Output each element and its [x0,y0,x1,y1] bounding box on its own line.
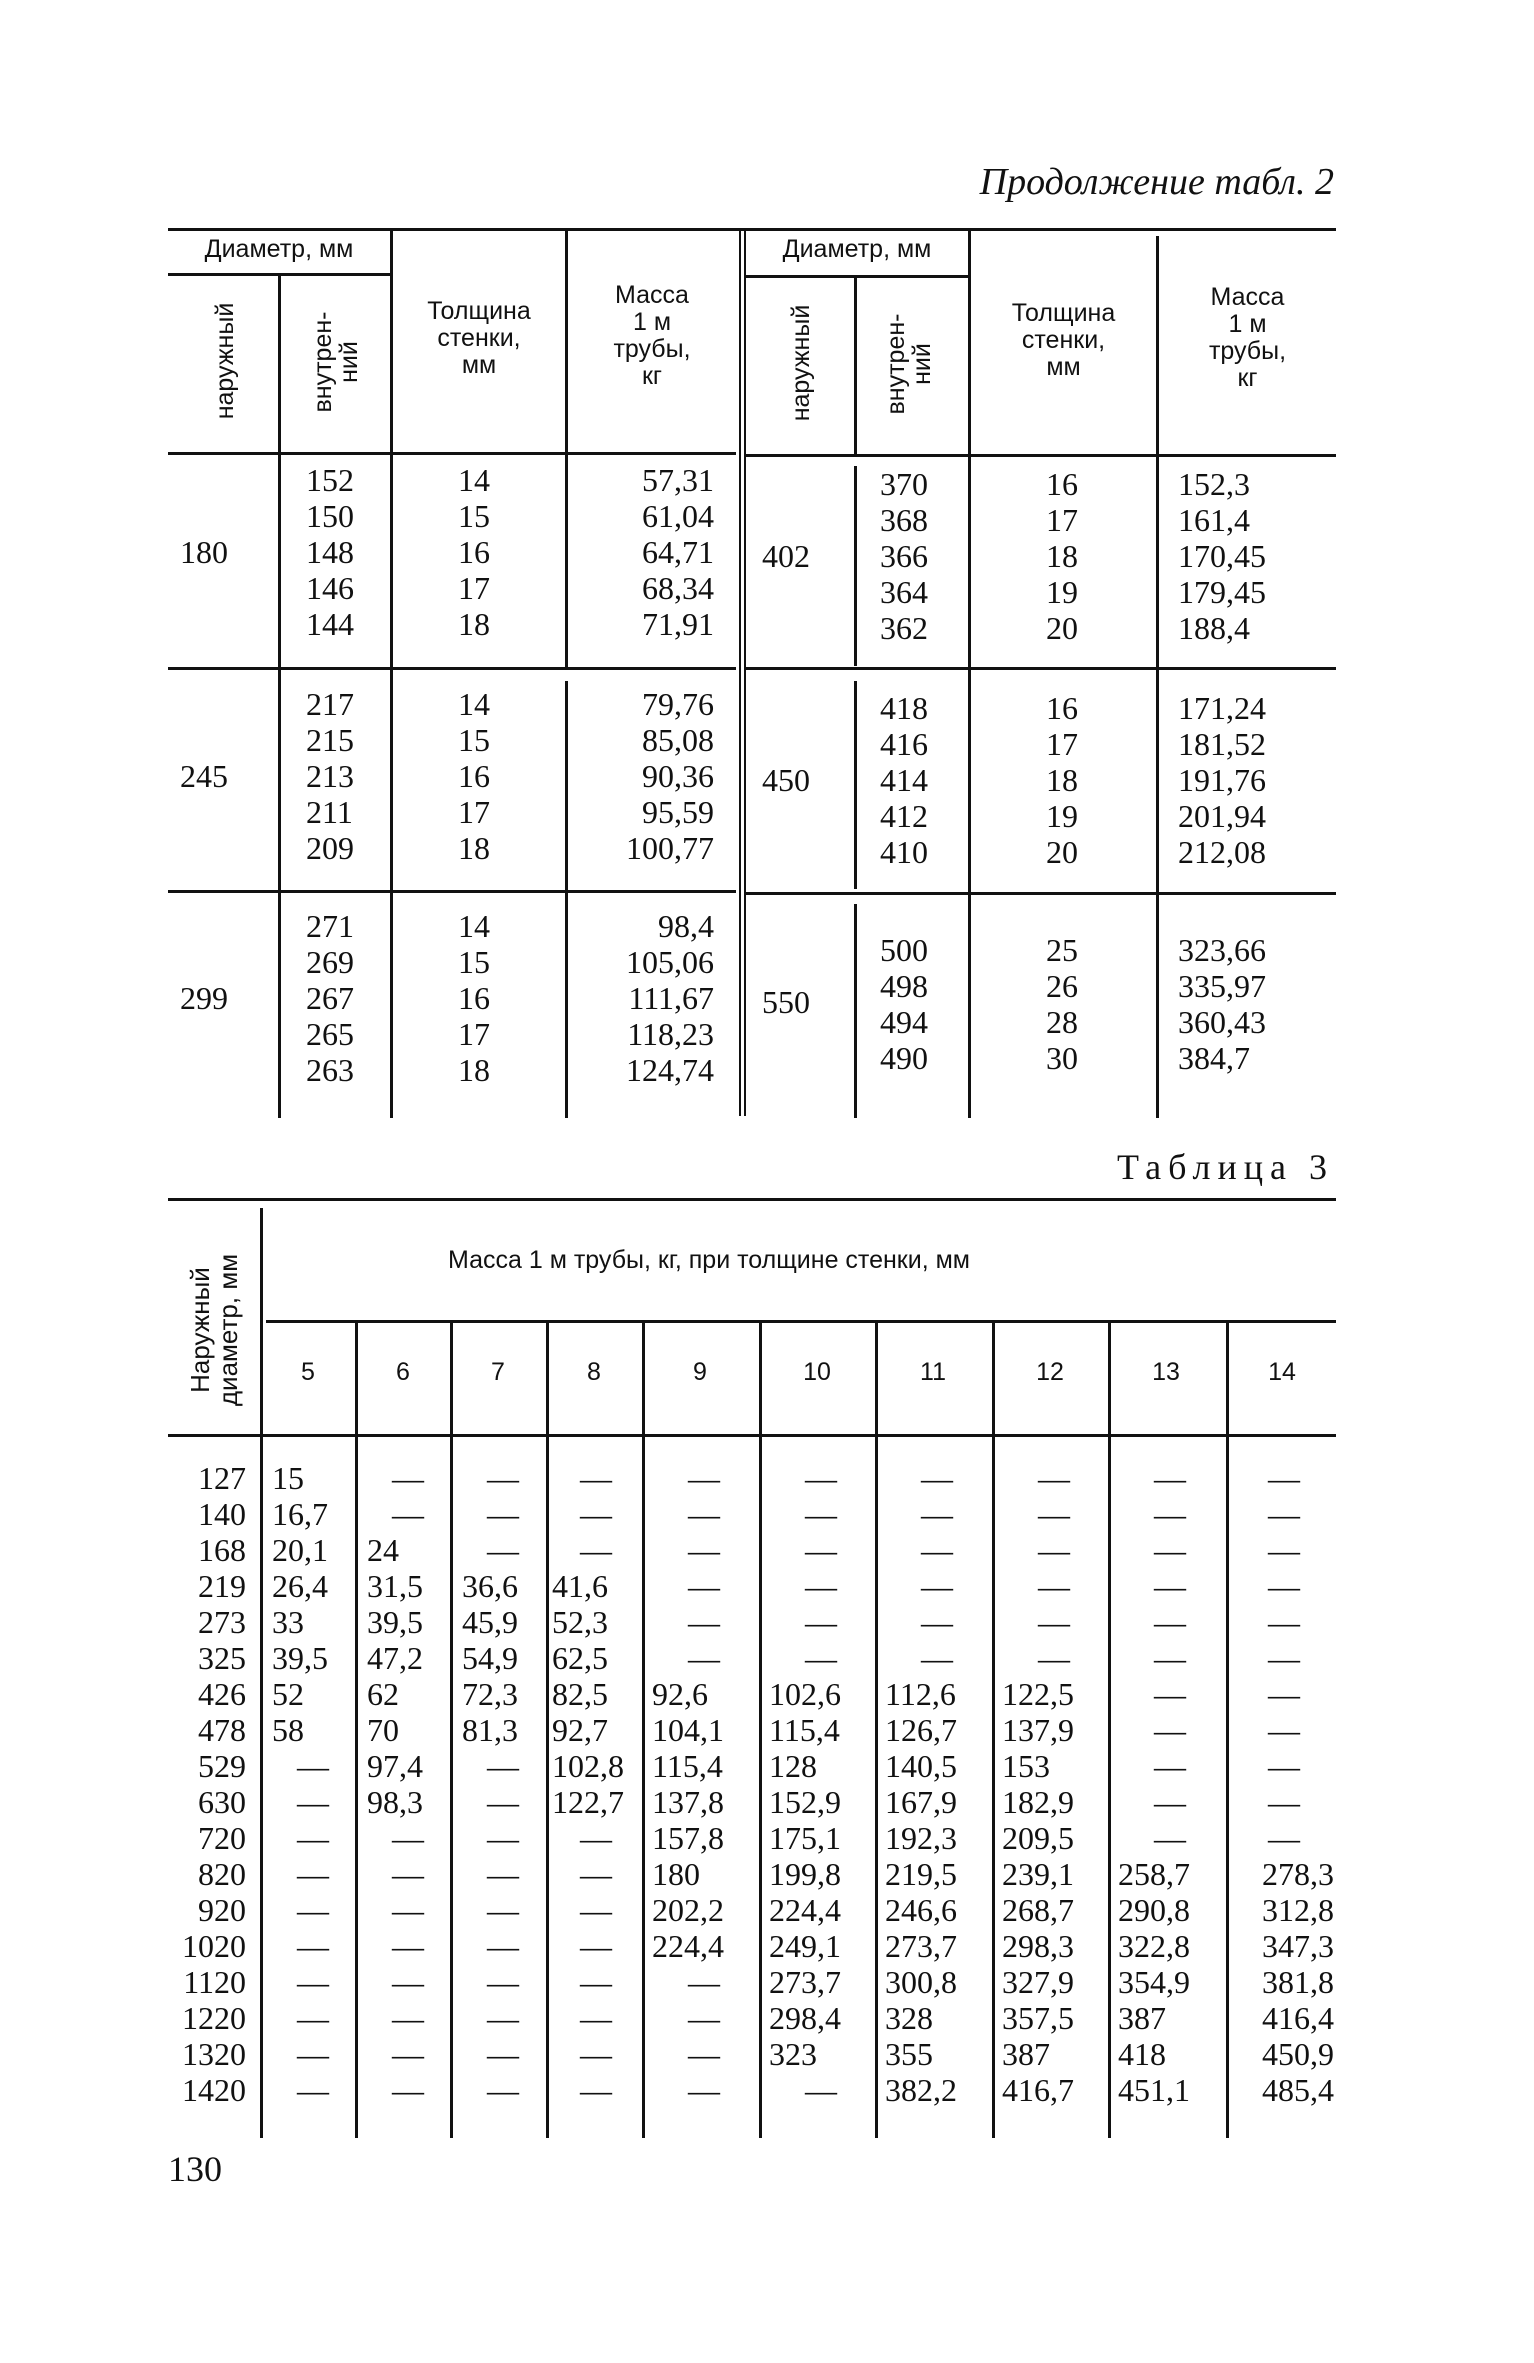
mass-cell: 31,5 [367,1568,423,1604]
mass-cell: — [1154,1676,1186,1712]
mass-cell: 126,7 [885,1712,957,1748]
mass-cell: — [297,1964,329,2000]
diameter-cell: 478 [198,1712,246,1748]
diameter-cell: 1120 [183,1964,246,2000]
mass-column-5 [272,1460,354,2108]
mass-cell: — [1268,1496,1300,1532]
thickness-header: 9 [693,1358,707,1386]
mass-cell: 92,6 [652,1676,708,1712]
thickness-header: 10 [803,1358,831,1386]
mass-cell: 72,3 [462,1676,518,1712]
mass-cell: 52 [272,1676,304,1712]
mass-cell: — [1268,1604,1300,1640]
mass-cell: — [392,1892,424,1928]
outer-diameter: 180 [180,534,228,570]
mass-cell: — [297,2072,329,2108]
thickness-header: 6 [396,1358,410,1386]
outer-diameter-header: Наружный диаметр, мм [185,1253,243,1407]
mass-cell: — [580,2072,612,2108]
wall-header: Толщина стенки, мм [427,297,531,379]
mass-cell: — [1154,1748,1186,1784]
mass-cell: — [487,1928,519,1964]
mass-cell: — [392,1928,424,1964]
mass-cell: — [688,2036,720,2072]
diameter-cell: 1420 [182,2072,246,2108]
mass-cell: 140,5 [885,1748,957,1784]
mass-cell: — [297,1892,329,1928]
mass-header: Масса 1 м трубы, кг [613,281,691,390]
inner-diameter-column: 500 498 494 490 [880,932,928,1076]
diameter-cell: 920 [198,1892,246,1928]
mass-cell: 249,1 [769,1928,841,1964]
thickness-header: 11 [920,1358,946,1386]
mass-cell: — [921,1568,953,1604]
mass-cell: 36,6 [462,1568,518,1604]
mass-column: 152,3 161,4 170,45 179,45 188,4 [1178,466,1266,646]
mass-cell: 115,4 [652,1748,723,1784]
table-3 [168,1198,1336,2128]
mass-cell: 152,9 [769,1784,841,1820]
mass-cell: 451,1 [1118,2072,1190,2108]
mass-column-9 [652,1460,756,2108]
mass-cell: 322,8 [1118,1928,1190,1964]
mass-cell: — [921,1496,953,1532]
mass-cell: — [487,1784,519,1820]
mass-cell: 112,6 [885,1676,956,1712]
mass-cell: — [1038,1532,1070,1568]
outer-diameter: 299 [180,980,228,1016]
mass-cell: 381,8 [1262,1964,1334,2000]
diameter-header: Диаметр, мм [782,235,932,263]
mass-cell: 16,7 [272,1496,328,1532]
mass-cell: — [1154,1604,1186,1640]
thickness-header: 7 [491,1358,505,1386]
diameter-header: Диаметр, мм [204,235,354,263]
mass-cell: — [580,1856,612,1892]
outer-header: наружный [787,304,815,422]
diameter-column [168,1460,246,2108]
inner-header: внутрен- ний [309,311,363,413]
mass-cell: 298,4 [769,2000,841,2036]
inner-diameter-column: 271 269 267 265 263 [306,908,354,1088]
mass-cell: — [1154,1532,1186,1568]
mass-cell: 52,3 [552,1604,608,1640]
page-number: 130 [168,2149,222,2189]
mass-cell: 199,8 [769,1856,841,1892]
mass-cell: — [297,1856,329,1892]
mass-column-14 [1234,1460,1334,2108]
diameter-cell: 127 [198,1460,246,1496]
mass-cell: — [688,1460,720,1496]
mass-cell: — [1268,1460,1300,1496]
thickness-header: 8 [587,1358,601,1386]
mass-cell: — [487,1820,519,1856]
mass-cell: — [805,1640,837,1676]
mass-cell: 450,9 [1262,2036,1334,2072]
mass-cell: — [1154,1496,1186,1532]
mass-cell: — [580,1964,612,2000]
mass-cell: 102,6 [769,1676,841,1712]
mass-cell: 122,7 [552,1784,624,1820]
mass-cell: — [580,2036,612,2072]
thickness-header: 13 [1152,1358,1180,1386]
mass-cell: 416,7 [1002,2072,1074,2108]
mass-cell: — [487,1856,519,1892]
mass-cell: — [1154,1820,1186,1856]
mass-cell: 300,8 [885,1964,957,2000]
mass-caption: Масса 1 м трубы, кг, при толщине стенки, мм [448,1246,970,1274]
mass-column-13 [1118,1460,1222,2108]
mass-cell: — [688,2072,720,2108]
mass-cell: — [805,1496,837,1532]
mass-cell: 175,1 [769,1820,841,1856]
mass-cell: — [1268,1784,1300,1820]
mass-cell: — [297,2000,329,2036]
mass-cell: 20,1 [272,1532,328,1568]
mass-cell: 323 [769,2036,817,2072]
mass-cell: 182,9 [1002,1784,1074,1820]
mass-cell: 62 [367,1676,399,1712]
table-3-title: Таблица 3 [1117,1147,1334,1187]
wall-column: 25 26 28 30 [1046,932,1078,1076]
mass-cell: 290,8 [1118,1892,1190,1928]
mass-column-7 [462,1460,544,2108]
mass-cell: — [297,1784,329,1820]
mass-cell: — [1154,1712,1186,1748]
mass-cell: 58 [272,1712,304,1748]
mass-cell: 387 [1118,2000,1166,2036]
diameter-cell: 140 [198,1496,246,1532]
outer-diameter: 450 [762,762,810,798]
mass-cell: 328 [885,2000,933,2036]
mass-cell: — [805,2072,837,2108]
mass-cell: 41,6 [552,1568,608,1604]
mass-cell: — [688,1640,720,1676]
mass-cell: — [487,2072,519,2108]
mass-column: 171,24 181,52 191,76 201,94 212,08 [1178,690,1266,870]
mass-cell: 81,3 [462,1712,518,1748]
mass-column-8 [552,1460,640,2108]
mass-cell: — [487,2000,519,2036]
mass-cell: 137,8 [652,1784,724,1820]
mass-cell: 246,6 [885,1892,957,1928]
inner-diameter-column: 152 150 148 146 144 [306,462,354,642]
mass-cell: 24 [367,1532,399,1568]
mass-cell: 98,3 [367,1784,423,1820]
inner-header: внутрен- ний [882,313,936,415]
mass-cell: — [921,1460,953,1496]
mass-column: 98,4 105,06 111,67 118,23 124,74 [626,908,714,1088]
mass-cell: 387 [1002,2036,1050,2072]
diameter-cell: 720 [198,1820,246,1856]
mass-cell: — [392,2072,424,2108]
mass-cell: 115,4 [769,1712,840,1748]
mass-cell: 485,4 [1262,2072,1334,2108]
mass-cell: — [805,1532,837,1568]
mass-cell: — [392,2036,424,2072]
mass-cell: — [921,1604,953,1640]
mass-cell: — [921,1640,953,1676]
mass-cell: — [1268,1532,1300,1568]
mass-cell: — [688,2000,720,2036]
mass-cell: 258,7 [1118,1856,1190,1892]
mass-cell: — [1268,1640,1300,1676]
mass-cell: 239,1 [1002,1856,1074,1892]
thickness-header: 5 [301,1358,315,1386]
mass-cell: 39,5 [367,1604,423,1640]
mass-cell: 382,2 [885,2072,957,2108]
mass-column: 323,66 335,97 360,43 384,7 [1178,932,1266,1076]
mass-cell: 54,9 [462,1640,518,1676]
wall-column: 16 17 18 19 20 [1046,466,1078,646]
mass-cell: 209,5 [1002,1820,1074,1856]
table-2-continuation [168,228,1336,1116]
mass-cell: 102,8 [552,1748,624,1784]
mass-cell: 278,3 [1262,1856,1334,1892]
mass-cell: — [392,1964,424,2000]
mass-cell: — [297,1928,329,1964]
mass-cell: — [1038,1496,1070,1532]
mass-column-6 [367,1460,449,2108]
mass-cell: — [1268,1568,1300,1604]
mass-cell: — [487,1532,519,1568]
outer-header: наружный [211,302,239,420]
wall-column: 14 15 16 17 18 [458,686,490,866]
mass-cell: 192,3 [885,1820,957,1856]
mass-cell: — [688,1532,720,1568]
mass-cell: 47,2 [367,1640,423,1676]
mass-cell: — [1154,1568,1186,1604]
diameter-cell: 1320 [182,2036,246,2072]
mass-cell: — [805,1460,837,1496]
mass-cell: 418 [1118,2036,1166,2072]
mass-cell: — [392,2000,424,2036]
mass-column-11 [885,1460,989,2108]
outer-diameter: 402 [762,538,810,574]
mass-cell: 347,3 [1262,1928,1334,1964]
mass-cell: — [297,1748,329,1784]
table-2-right-half [746,228,1336,1116]
diameter-cell: 168 [198,1532,246,1568]
inner-diameter-column: 418 416 414 412 410 [880,690,928,870]
mass-header: Масса 1 м трубы, кг [1208,283,1287,392]
mass-cell: 180 [652,1856,700,1892]
diameter-cell: 529 [198,1748,246,1784]
mass-cell: — [580,1532,612,1568]
mass-cell: — [688,1604,720,1640]
mass-cell: — [1038,1604,1070,1640]
inner-diameter-column: 370 368 366 364 362 [880,466,928,646]
mass-cell: 219,5 [885,1856,957,1892]
wall-column: 14 15 16 17 18 [458,462,490,642]
diameter-cell: 426 [198,1676,246,1712]
mass-cell: 298,3 [1002,1928,1074,1964]
mass-column: 79,76 85,08 90,36 95,59 100,77 [626,686,714,866]
mass-cell: 137,9 [1002,1712,1074,1748]
mass-cell: — [580,1928,612,1964]
outer-diameter: 245 [180,758,228,794]
mass-cell: 273,7 [885,1928,957,1964]
wall-header: Толщина стенки, мм [1011,299,1116,381]
outer-diameter: 550 [762,984,810,1020]
diameter-cell: 1220 [182,2000,246,2036]
mass-cell: 82,5 [552,1676,608,1712]
mass-cell: 354,9 [1118,1964,1190,2000]
table-divider [739,228,746,1116]
thickness-header: 14 [1268,1358,1296,1386]
wall-column: 14 15 16 17 18 [458,908,490,1088]
mass-cell: 62,5 [552,1640,608,1676]
diameter-cell: 273 [198,1604,246,1640]
mass-cell: — [580,1892,612,1928]
mass-cell: — [1154,1784,1186,1820]
mass-cell: 157,8 [652,1820,724,1856]
mass-cell: — [580,2000,612,2036]
inner-diameter-column: 217 215 213 211 209 [306,686,354,866]
mass-column-10 [769,1460,873,2108]
mass-cell: — [1268,1712,1300,1748]
mass-cell: — [1038,1640,1070,1676]
wall-column: 16 17 18 19 20 [1046,690,1078,870]
mass-cell: 122,5 [1002,1676,1074,1712]
mass-cell: 355 [885,2036,933,2072]
mass-cell: — [688,1496,720,1532]
mass-cell: 39,5 [272,1640,328,1676]
mass-cell: — [487,1496,519,1532]
mass-column: 57,31 61,04 64,71 68,34 71,91 [642,462,714,642]
mass-cell: 357,5 [1002,2000,1074,2036]
mass-cell: — [1154,1460,1186,1496]
mass-cell: — [580,1460,612,1496]
mass-cell: — [1154,1640,1186,1676]
mass-cell: — [1268,1748,1300,1784]
mass-cell: 224,4 [652,1928,724,1964]
mass-cell: 97,4 [367,1748,423,1784]
mass-cell: 104,1 [652,1712,724,1748]
mass-cell: — [1038,1568,1070,1604]
mass-cell: — [688,1568,720,1604]
mass-cell: — [487,1964,519,2000]
diameter-cell: 219 [198,1568,246,1604]
mass-column-12 [1002,1460,1106,2108]
continuation-label: Продолжение табл. 2 [979,161,1334,203]
mass-cell: 327,9 [1002,1964,1074,2000]
mass-cell: — [580,1496,612,1532]
mass-cell: 416,4 [1262,2000,1334,2036]
mass-cell: — [392,1820,424,1856]
mass-cell: — [487,1460,519,1496]
mass-cell: — [392,1856,424,1892]
mass-cell: 273,7 [769,1964,841,2000]
thickness-header: 12 [1036,1358,1064,1386]
diameter-cell: 630 [198,1784,246,1820]
mass-cell: 167,9 [885,1784,957,1820]
mass-cell: — [487,1748,519,1784]
mass-cell: — [297,1820,329,1856]
mass-cell: — [392,1496,424,1532]
mass-cell: 128 [769,1748,817,1784]
mass-cell: — [487,2036,519,2072]
mass-cell: — [392,1460,424,1496]
table-2-left-half [168,228,736,1116]
mass-cell: 92,7 [552,1712,608,1748]
mass-cell: 153 [1002,1748,1050,1784]
mass-cell: 224,4 [769,1892,841,1928]
mass-cell: — [297,2036,329,2072]
mass-cell: — [1268,1676,1300,1712]
mass-cell: 268,7 [1002,1892,1074,1928]
mass-cell: 33 [272,1604,304,1640]
mass-cell: 312,8 [1262,1892,1334,1928]
mass-cell: — [487,1892,519,1928]
diameter-cell: 820 [198,1856,246,1892]
mass-cell: 202,2 [652,1892,724,1928]
mass-cell: — [805,1604,837,1640]
mass-cell: 26,4 [272,1568,328,1604]
diameter-cell: 325 [198,1640,246,1676]
mass-cell: 15 [272,1460,304,1496]
mass-cell: — [921,1532,953,1568]
diameter-cell: 1020 [182,1928,246,1964]
mass-cell: — [1038,1460,1070,1496]
mass-cell: — [580,1820,612,1856]
mass-cell: 45,9 [462,1604,518,1640]
mass-cell: — [688,1964,720,2000]
mass-cell: — [1268,1820,1300,1856]
mass-cell: 70 [367,1712,399,1748]
mass-cell: — [805,1568,837,1604]
